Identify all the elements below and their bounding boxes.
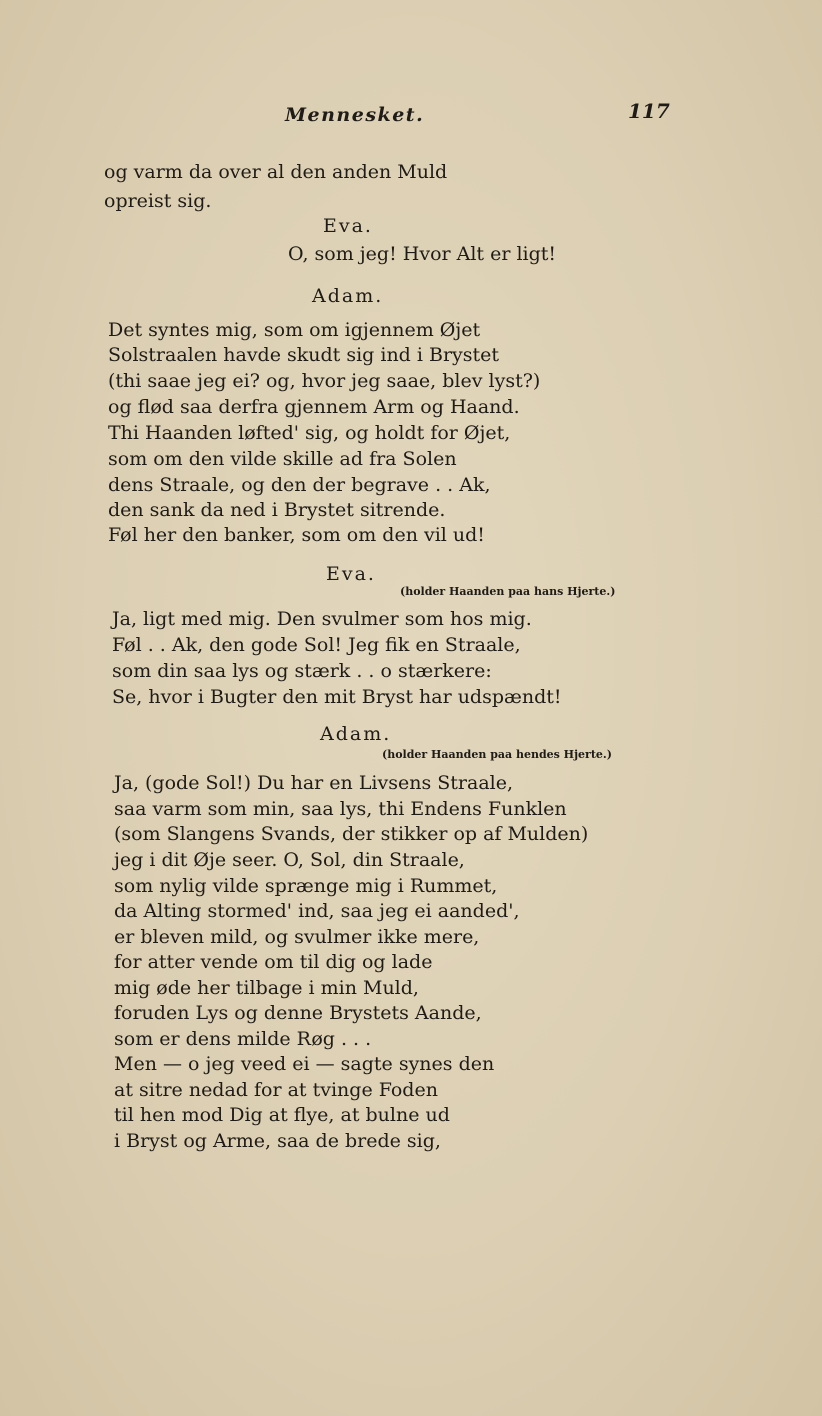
verse-line: i Bryst og Arme, saa de brede sig,	[114, 1130, 441, 1152]
running-header-title: Mennesket.	[285, 104, 425, 126]
speaker-name: Adam.	[312, 285, 384, 307]
verse-line: Det syntes mig, som om igjennem Øjet	[108, 319, 481, 341]
verse-line: foruden Lys og denne Brystets Aande,	[114, 1002, 482, 1024]
verse-line: Føl . . Ak, den gode Sol! Jeg fik en Straale,	[112, 634, 521, 656]
verse-line: for atter vende om til dig og lade	[114, 951, 433, 973]
verse-line: som om den vilde skille ad fra Solen	[108, 448, 457, 470]
verse-line: da Alting stormed' ind, saa jeg ei aanded',	[114, 900, 520, 922]
verse-line: at sitre nedad for at tvinge Foden	[114, 1079, 438, 1101]
verse-line: Thi Haanden løfted' sig, og holdt for Øjet,	[108, 422, 511, 444]
speaker-name: Adam.	[320, 723, 392, 745]
verse-line: Se, hvor i Bugter den mit Bryst har udspændt!	[112, 686, 562, 708]
verse-line: opreist sig.	[104, 190, 212, 212]
verse-line: jeg i dit Øje seer. O, Sol, din Straale,	[114, 849, 465, 871]
verse-line: den sank da ned i Brystet sitrende.	[108, 499, 446, 521]
verse-line: O, som jeg! Hvor Alt er ligt!	[288, 243, 557, 265]
stage-direction: (holder Haanden paa hans Hjerte.)	[400, 585, 616, 598]
stage-direction: (holder Haanden paa hendes Hjerte.)	[382, 748, 612, 761]
page-number: 117	[628, 99, 670, 123]
verse-line: saa varm som min, saa lys, thi Endens Funklen	[114, 798, 567, 820]
verse-line: og flød saa derfra gjennem Arm og Haand.	[108, 396, 520, 418]
verse-line: Føl her den banker, som om den vil ud!	[108, 524, 485, 546]
verse-line: Ja, ligt med mig. Den svulmer som hos mig.	[112, 608, 532, 630]
verse-line: som din saa lys og stærk . . o stærkere:	[112, 660, 492, 682]
verse-line: Solstraalen havde skudt sig ind i Brystet	[108, 344, 500, 366]
speaker-name: Eva.	[323, 215, 373, 237]
verse-line: er bleven mild, og svulmer ikke mere,	[114, 926, 480, 948]
speaker-name: Eva.	[326, 563, 376, 585]
verse-line: Men — o jeg veed ei — sagte synes den	[114, 1053, 495, 1075]
verse-line: dens Straale, og den der begrave . . Ak,	[108, 474, 491, 496]
verse-line: som er dens milde Røg . . .	[114, 1028, 372, 1050]
verse-line: som nylig vilde sprænge mig i Rummet,	[114, 875, 498, 897]
verse-line: til hen mod Dig at flye, at bulne ud	[114, 1104, 450, 1126]
verse-line: mig øde her tilbage i min Muld,	[114, 977, 419, 999]
verse-line: (som Slangens Svands, der stikker op af Mulden)	[114, 823, 589, 845]
verse-line: Ja, (gode Sol!) Du har en Livsens Straale,	[114, 772, 514, 794]
verse-line: (thi saae jeg ei? og, hvor jeg saae, blev lyst?)	[108, 370, 541, 392]
verse-line: og varm da over al den anden Muld	[104, 161, 448, 183]
